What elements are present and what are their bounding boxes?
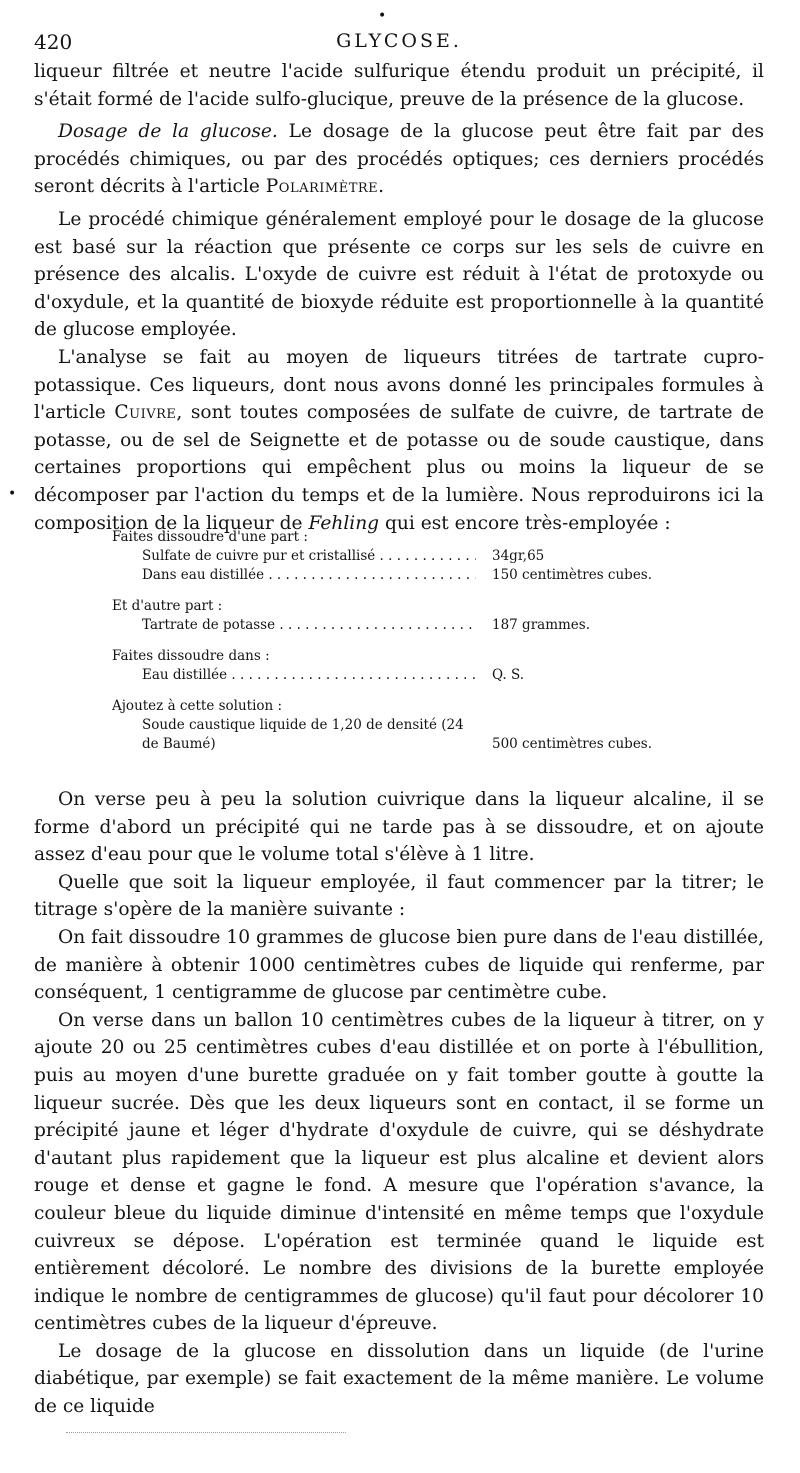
recipe-ingredient: Tartrate de potasse . . . <box>142 616 476 635</box>
paragraph-standard-solution: On fait dissoudre 10 grammes de glucose bien pure dans de l'eau distillée, de manière à obtenir 1000 centimètres cubes de liquide qui renferme, par conséquent, 1 centigramme de glucose par centimètre cube. <box>34 926 764 1004</box>
paragraph-chemical-method: Le procédé chimique généralement employé pour le dosage de la glucose est basé sur la réaction que présente ce corps sur les sels de cuivre en présence des alcalis. L'oxyde de cuivre est réduit à l'état de protoxyde ou d'oxydule, et la quantité de bioxyde réduite est proportionnelle à la quantité de glucose employée. <box>34 208 764 341</box>
author-name-fehling: Fehling <box>308 512 380 534</box>
recipe-row <box>112 547 672 566</box>
paragraph-mixing: On verse peu à peu la solution cuivrique dans la liqueur alcaline, il se forme d'abord un précipité qui ne tarde pas à se dissoudre, et on ajoute assez d'eau pour que le volume total s'élève à 1 litre. <box>34 789 764 866</box>
recipe-ingredient: Eau distillée . . . <box>142 666 476 685</box>
fehling-recipe <box>112 528 672 766</box>
recipe-step <box>112 597 672 635</box>
scan-noise-line <box>66 1432 346 1436</box>
recipe-quantity: Q. S. <box>492 667 525 683</box>
lower-text-block <box>34 786 764 1421</box>
paragraph-analysis: L'analyse se fait au moyen de liqueurs titrées de tartrate cupro-potassique. Ces liqueurs, dont nous avons donné les principales formules à l'article Cuivre, sont toutes composées de sulfate de cuivre, de tartrate de potasse, ou de sel de Seignette et de potasse ou de soude caustique, dans certaines proportions qui empêchent plus ou moins la liqueur de se décomposer par l'action du temps et de la lumière. Nous reproduirons ici la composition de la liqueur de Fehling qui est encore très-employée : <box>34 346 764 534</box>
page-number: 420 <box>34 30 73 54</box>
page-header <box>34 30 764 56</box>
recipe-step-heading: Ajoutez à cette solution : <box>112 698 283 714</box>
margin-bullet-mark: • <box>8 486 17 502</box>
paragraph-urine-dosage: Le dosage de la glucose en dissolution dans un liquide (de l'urine diabétique, par exemple) se fait exactement de la même manière. Le volume de ce liquide <box>34 1340 764 1418</box>
recipe-quantity: 187 grammes. <box>492 617 591 633</box>
recipe-quantity: 500 centimètres cubes. <box>492 736 653 752</box>
recipe-row <box>112 566 672 585</box>
print-dot-mark: • <box>378 8 387 24</box>
recipe-step-heading: Faites dissoudre d'une part : <box>112 529 308 545</box>
recipe-step-heading: Et d'autre part : <box>112 598 223 614</box>
cross-reference-cuivre: Cuivre <box>114 402 177 424</box>
recipe-row <box>112 616 672 635</box>
paragraph-continuation: liqueur filtrée et neutre l'acide sulfurique étendu produit un précipité, il s'était formé de l'acide sulfo-glucique, preuve de la présence de la glucose. <box>34 61 764 110</box>
recipe-ingredient: Dans eau distillée . . . <box>142 566 476 585</box>
recipe-step <box>112 647 672 685</box>
recipe-quantity: 150 centimètres cubes. <box>492 567 653 583</box>
recipe-step <box>112 528 672 585</box>
cross-reference-polarimetre: Polarimètre <box>265 176 379 198</box>
running-title: GLYCOSE. <box>336 30 462 52</box>
paragraph-titration-intro: Quelle que soit la liqueur employée, il faut commencer par la titrer; le titrage s'opère de la manière suivante : <box>34 871 764 921</box>
recipe-ingredient: Soude caustique liquide de 1,20 de densité (24 de Baumé) <box>142 717 464 752</box>
recipe-row <box>112 666 672 685</box>
recipe-row <box>112 716 672 754</box>
paragraph-procedure: On verse dans un ballon 10 centimètres cubes de la liqueur à titrer, on y ajoute 20 ou 25 centimètres cubes d'eau distillée et on porte à l'ébullition, puis au moyen d'une burette graduée on y fait tomber goutte à goutte la liqueur sucrée. Dès que les deux liqueurs sont en contact, il se forme un précipité jaune et léger d'hydrate d'oxydule de cuivre, qui se déshydrate d'autant plus rapidement que la liqueur est plus alcaline et devient alors rouge et dense et gagne le fond. A mesure que l'opération s'avance, la couleur bleue du liquide diminue d'intensité en même temps que l'oxydule cuivreux se dépose. L'opération est terminée quand le liquide est entièrement décoloré. Le nombre des divisions de la burette employée indique le nombre de centigrammes de glucose) qu'il faut pour décolorer 10 centimètres cubes de la liqueur d'épreuve. <box>34 1009 764 1335</box>
paragraph-dosage-heading: Dosage de la glucose. Le dosage de la glucose peut être fait par des procédés chimiques, ou par des procédés optiques; ces derniers procédés seront décrits à l'article Polarimètre. <box>34 121 765 198</box>
recipe-ingredient: Sulfate de cuivre pur et cristallisé . . . <box>142 547 476 566</box>
section-lead-title: Dosage de la glucose. <box>58 121 278 143</box>
recipe-step-heading: Faites dissoudre dans : <box>112 648 270 664</box>
upper-text-block <box>34 58 764 537</box>
recipe-quantity: 34gr,65 <box>492 548 545 564</box>
recipe-step <box>112 697 672 754</box>
